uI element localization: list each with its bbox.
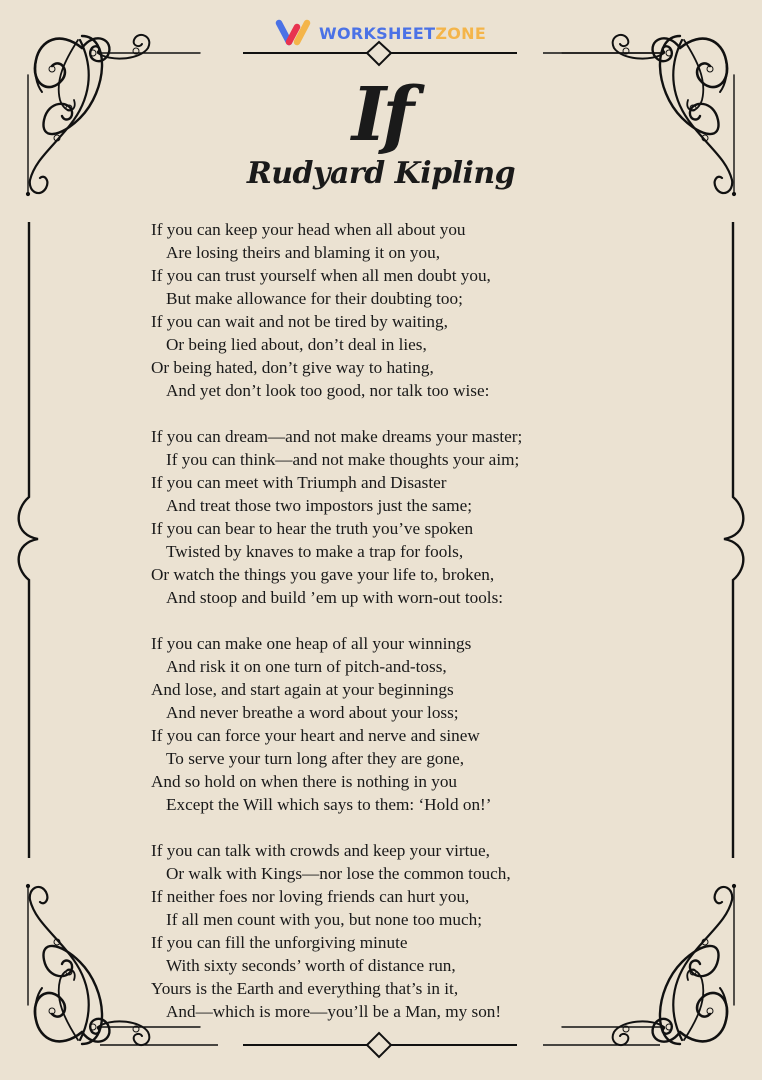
stanza-3	[151, 632, 591, 816]
poem-line: If you can meet with Triumph and Disaster	[151, 473, 447, 492]
poem-author: Rudyard Kipling	[246, 156, 516, 191]
poem-line: If you can wait and not be tired by waiting,	[151, 312, 448, 331]
poem-body	[151, 218, 591, 1046]
poem-line: Or watch the things you gave your life to, broken,	[151, 565, 495, 584]
stanza-4	[151, 839, 591, 1023]
poem-line: Twisted by knaves to make a trap for fools,	[166, 542, 464, 561]
poem-title: If	[351, 72, 411, 158]
poem-line: Or walk with Kings—nor lose the common touch,	[166, 864, 511, 883]
poem-line: If you can make one heap of all your winnings	[151, 634, 472, 653]
poem-line: If you can force your heart and nerve and sinew	[151, 726, 480, 745]
poem-line: And treat those two impostors just the same;	[166, 496, 472, 515]
poem-line: And yet don’t look too good, nor talk too wise:	[166, 381, 490, 400]
poem-line: And—which is more—you’ll be a Man, my son!	[166, 1002, 502, 1021]
poem-line: If you can keep your head when all about you	[151, 220, 466, 239]
brand-name-part1: WORKSHEET	[319, 23, 436, 43]
poem-line: If you can fill the unforgiving minute	[151, 933, 408, 952]
poem-line: If you can dream—and not make dreams your master;	[151, 427, 523, 446]
poem-line: And risk it on one turn of pitch-and-toss,	[166, 657, 447, 676]
poem-line: If you can talk with crowds and keep your virtue,	[151, 841, 490, 860]
poem-line: If all men count with you, but none too much;	[166, 910, 483, 929]
poem-line: If you can think—and not make thoughts your aim;	[166, 450, 520, 469]
stanza-2	[151, 425, 591, 609]
poem-line: Except the Will which says to them: ‘Hold on!’	[166, 795, 492, 814]
worksheetzone-w-icon	[275, 18, 313, 48]
poem-line: But make allowance for their doubting too;	[166, 289, 463, 308]
poem-line: To serve your turn long after they are gone,	[166, 749, 465, 768]
poem-line: If neither foes nor loving friends can hurt you,	[151, 887, 470, 906]
poem-line: If you can trust yourself when all men doubt you,	[151, 266, 491, 285]
worksheetzone-logo[interactable]	[275, 18, 486, 48]
poem-line: If you can bear to hear the truth you’ve spoken	[151, 519, 474, 538]
poem-line: Yours is the Earth and everything that’s in it,	[151, 979, 459, 998]
poem-line: Or being lied about, don’t deal in lies,	[166, 335, 427, 354]
poem-line: And lose, and start again at your beginnings	[151, 680, 454, 699]
poem-line: With sixty seconds’ worth of distance run,	[166, 956, 456, 975]
poem-line: And never breathe a word about your loss;	[166, 703, 459, 722]
brand-name-part2: ZONE	[435, 23, 487, 43]
poem-line: Or being hated, don’t give way to hating,	[151, 358, 434, 377]
poem-line: And so hold on when there is nothing in you	[151, 772, 458, 791]
stanza-1	[151, 218, 591, 402]
poem-line: Are losing theirs and blaming it on you,	[166, 243, 441, 262]
poem-line: And stoop and build ’em up with worn-out tools:	[166, 588, 504, 607]
brand-name	[319, 24, 486, 43]
